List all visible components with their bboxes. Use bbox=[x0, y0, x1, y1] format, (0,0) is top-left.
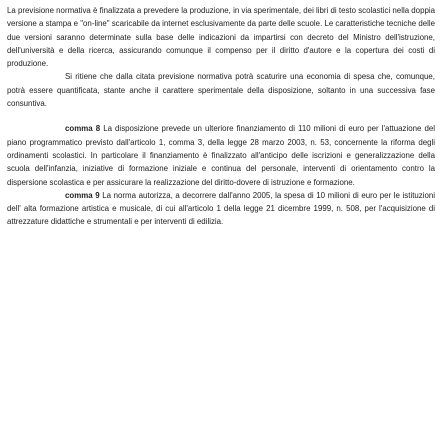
paragraph-comma-9 bbox=[7, 189, 435, 229]
paragraph-textbook-provision: La previsione normativa è finalizzata a prevedere la produzione, in via sperimentale, dei libri di testo scolastici nella doppia versione a stampa e "on-line" scaricabile da internet esclusivamente da parte delle scuole. Le caratteristiche tecniche delle due versioni saranno determinate sulla base delle indicazioni da impartirsi con decreto del Ministro dell'istruzione, dell'università e della ricerca, assicurando comunque il compenso per il diritto d'autore e la copertura dei costi di produzione. bbox=[7, 6, 435, 69]
paragraph-savings: Si ritiene che dalla citata previsione normativa potrà scaturire una economia di spesa che, comunque, potrà essere quantificata, stante anche il carattere sperimentale della disposizione, soltanto in una successiva fase consuntiva. bbox=[7, 72, 435, 109]
paragraph-comma-8 bbox=[7, 122, 435, 188]
comma-8-text: La disposizione prevede un ulteriore finanziamento di 110 milioni di euro per l'attuazione del piano programmatico previsto dall'articolo 1, comma 3, della legge 28 marzo 2003, n. 53, concernente la riforma degli ordinamenti scolastici. In particolare il finanziamento è finalizzato all'anticipo delle iscrizioni e generalizzazione della scuola dell'infanzia, iniziative di formazione iniziale e continua del personale, interventi di orientamento contro la dispersione scolastica e per assicurare la realizzazione del diritto-dovere di istruzione e formazione. bbox=[7, 124, 435, 187]
comma-8-heading: comma 8 bbox=[65, 124, 101, 134]
document-page bbox=[7, 4, 435, 229]
comma-9-heading: comma 9 bbox=[65, 190, 100, 200]
comma-9-text: La norma autorizza, a decorrere dall'anno 2005, la spesa di 10 milioni di euro per le istituzioni dell' alta formazione artistica e musicale, di cui all'articolo 1 della legge 21 dicembre 1999, n. 508, per l'acquisizione di attrezzature didattiche e strumentali e per interventi di edilizia. bbox=[7, 190, 436, 227]
